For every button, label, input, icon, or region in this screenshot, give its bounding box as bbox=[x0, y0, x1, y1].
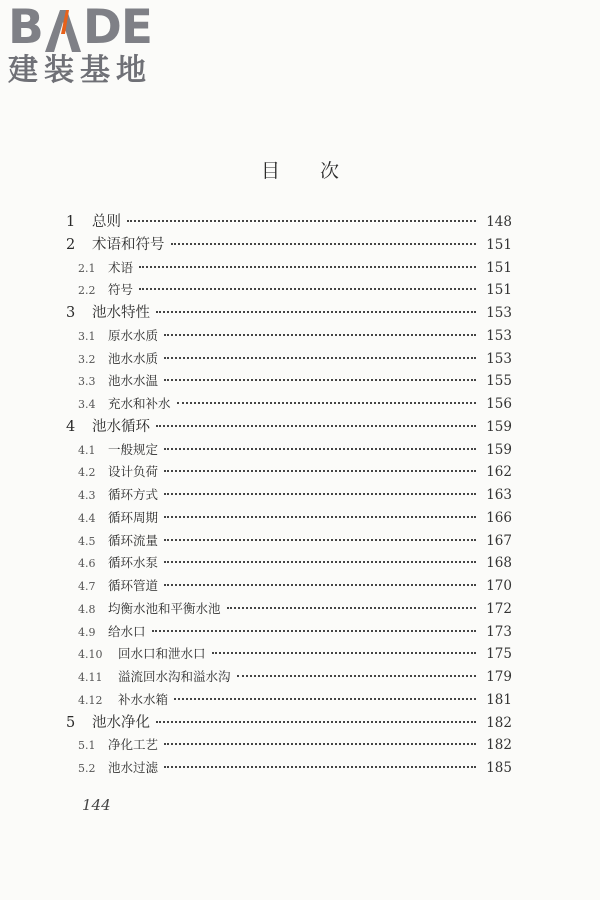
dot-leader bbox=[164, 357, 476, 359]
toc-entry-page: 163 bbox=[486, 487, 512, 503]
toc-entry-page: 173 bbox=[486, 623, 512, 640]
toc-entry-title: 一般规定 bbox=[108, 441, 159, 457]
toc-heading-char-1: 目 bbox=[260, 160, 280, 182]
toc-chapter-row[interactable] bbox=[66, 211, 512, 234]
toc-entry-number: 4.12 bbox=[78, 693, 103, 707]
logo-a-mark bbox=[44, 8, 82, 52]
toc-entry-page: 159 bbox=[486, 418, 512, 435]
toc-entry-title: 循环周期 bbox=[108, 509, 159, 525]
toc-entry-page: 153 bbox=[486, 327, 512, 344]
toc-entry-title: 补水水箱 bbox=[118, 691, 169, 707]
toc-entry-title: 溢流回水沟和溢水沟 bbox=[118, 669, 231, 684]
dot-leader bbox=[156, 311, 476, 313]
page-number: 144 bbox=[82, 796, 111, 814]
dot-leader bbox=[164, 539, 476, 541]
logo-letters-b: B bbox=[8, 0, 43, 55]
toc-section-row[interactable] bbox=[66, 530, 512, 553]
toc-entry-title: 池水过滤 bbox=[108, 760, 159, 775]
table-of-contents bbox=[66, 211, 512, 780]
dot-leader bbox=[237, 675, 476, 677]
toc-entry-page: 151 bbox=[486, 282, 512, 299]
toc-entry-title: 池水特性 bbox=[92, 305, 150, 321]
dot-leader bbox=[164, 448, 476, 450]
toc-section-row[interactable] bbox=[66, 348, 512, 371]
toc-entry-page: 153 bbox=[486, 350, 512, 367]
toc-chapter-row[interactable] bbox=[66, 302, 512, 325]
toc-entry-title: 池水净化 bbox=[92, 714, 150, 731]
toc-heading bbox=[0, 156, 600, 183]
toc-entry-page: 166 bbox=[486, 509, 512, 526]
toc-section-row[interactable] bbox=[66, 393, 512, 416]
toc-entry-number: 2 bbox=[66, 236, 76, 253]
toc-entry-number: 3.1 bbox=[78, 329, 96, 343]
toc-entry-page: 182 bbox=[486, 714, 512, 731]
toc-section-row[interactable] bbox=[66, 461, 512, 484]
toc-entry-number: 4.2 bbox=[78, 466, 96, 480]
logo-subtitle: 建装基地 bbox=[8, 53, 152, 88]
toc-entry-number: 3.3 bbox=[78, 375, 96, 389]
toc-entry-number: 4.11 bbox=[78, 671, 103, 684]
dot-leader bbox=[164, 743, 476, 745]
toc-entry-page: 153 bbox=[486, 305, 512, 321]
toc-section-row[interactable] bbox=[66, 370, 512, 393]
toc-chapter-row[interactable] bbox=[66, 234, 512, 257]
toc-entry-page: 172 bbox=[486, 600, 512, 617]
toc-entry-number: 3.2 bbox=[78, 352, 96, 366]
toc-entry-number: 4 bbox=[66, 418, 76, 435]
toc-entry-title: 术语和符号 bbox=[92, 236, 165, 253]
toc-section-row[interactable] bbox=[66, 643, 512, 666]
toc-entry-title: 设计负荷 bbox=[108, 464, 159, 480]
toc-entry-title: 循环方式 bbox=[108, 487, 159, 502]
toc-entry-page: 155 bbox=[486, 373, 512, 390]
toc-section-row[interactable] bbox=[66, 666, 512, 689]
toc-entry-number: 4.8 bbox=[78, 602, 96, 616]
toc-entry-page: 151 bbox=[486, 236, 512, 253]
toc-entry-number: 5.1 bbox=[78, 739, 96, 753]
toc-section-row[interactable] bbox=[66, 575, 512, 598]
toc-entry-title: 充水和补水 bbox=[108, 396, 171, 411]
dot-leader bbox=[164, 334, 476, 336]
dot-leader bbox=[152, 630, 476, 632]
dot-leader bbox=[164, 561, 476, 563]
dot-leader bbox=[164, 493, 476, 495]
toc-section-row[interactable] bbox=[66, 734, 512, 757]
dot-leader bbox=[171, 243, 477, 245]
toc-section-row[interactable] bbox=[66, 325, 512, 348]
toc-entry-page: 185 bbox=[486, 760, 512, 776]
toc-entry-title: 总则 bbox=[92, 214, 121, 230]
toc-entry-number: 2.1 bbox=[78, 261, 96, 275]
toc-entry-title: 池水水质 bbox=[108, 350, 159, 366]
toc-entry-title: 净化工艺 bbox=[108, 737, 159, 753]
toc-entry-title: 原水水质 bbox=[108, 327, 159, 343]
bade-logo bbox=[8, 0, 183, 90]
toc-section-row[interactable] bbox=[66, 621, 512, 644]
toc-section-row[interactable] bbox=[66, 439, 512, 462]
toc-entry-number: 5.2 bbox=[78, 762, 96, 775]
toc-entry-title: 给水口 bbox=[108, 623, 146, 639]
toc-entry-number: 4.1 bbox=[78, 443, 96, 457]
toc-chapter-row[interactable] bbox=[66, 416, 512, 439]
dot-leader bbox=[164, 766, 476, 768]
dot-leader bbox=[164, 379, 476, 381]
toc-entry-title: 循环流量 bbox=[108, 532, 159, 548]
toc-section-row[interactable] bbox=[66, 279, 512, 302]
toc-section-row[interactable] bbox=[66, 757, 512, 780]
toc-section-row[interactable] bbox=[66, 598, 512, 621]
toc-entry-number: 3 bbox=[66, 305, 76, 321]
dot-leader bbox=[177, 402, 476, 404]
toc-entry-page: 182 bbox=[486, 737, 512, 754]
dot-leader bbox=[164, 584, 476, 586]
toc-entry-number: 4.5 bbox=[78, 534, 96, 548]
toc-entry-title: 均衡水池和平衡水池 bbox=[108, 600, 221, 616]
toc-entry-page: 162 bbox=[486, 464, 512, 481]
toc-entry-number: 1 bbox=[66, 214, 76, 230]
toc-entry-number: 4.9 bbox=[78, 625, 96, 639]
toc-entry-number: 4.6 bbox=[78, 557, 96, 571]
toc-entry-title: 循环管道 bbox=[108, 578, 159, 593]
toc-entry-number: 4.7 bbox=[78, 580, 96, 593]
toc-entry-page: 168 bbox=[486, 555, 512, 572]
toc-entry-page: 151 bbox=[486, 259, 512, 276]
dot-leader bbox=[139, 266, 476, 268]
toc-entry-number: 5 bbox=[66, 714, 76, 731]
toc-entry-page: 181 bbox=[486, 691, 512, 708]
toc-section-row[interactable] bbox=[66, 689, 512, 712]
dot-leader bbox=[227, 607, 476, 609]
toc-entry-number: 4.4 bbox=[78, 511, 96, 525]
toc-entry-title: 循环水泵 bbox=[108, 555, 159, 571]
dot-leader bbox=[127, 220, 476, 222]
toc-entry-number: 4.3 bbox=[78, 489, 96, 502]
dot-leader bbox=[164, 516, 476, 518]
dot-leader bbox=[156, 425, 476, 427]
toc-section-row[interactable] bbox=[66, 552, 512, 575]
toc-heading-char-2: 次 bbox=[320, 160, 340, 182]
toc-entry-title: 回水口和泄水口 bbox=[118, 646, 206, 662]
toc-entry-page: 156 bbox=[486, 396, 512, 412]
dot-leader bbox=[164, 470, 476, 472]
logo-letters-de: DE bbox=[82, 0, 152, 55]
toc-entry-title: 池水水温 bbox=[108, 373, 159, 389]
toc-section-row[interactable] bbox=[66, 507, 512, 530]
toc-entry-page: 175 bbox=[486, 646, 512, 663]
toc-section-row[interactable] bbox=[66, 257, 512, 280]
toc-entry-number: 2.2 bbox=[78, 284, 96, 298]
toc-entry-title: 池水循环 bbox=[92, 418, 150, 435]
toc-entry-page: 159 bbox=[486, 441, 512, 458]
toc-entry-title: 符号 bbox=[108, 282, 134, 298]
toc-entry-number: 3.4 bbox=[78, 398, 96, 411]
toc-entry-page: 170 bbox=[486, 578, 512, 594]
toc-section-row[interactable] bbox=[66, 484, 512, 507]
toc-entry-page: 148 bbox=[486, 214, 512, 230]
toc-chapter-row[interactable] bbox=[66, 712, 512, 735]
toc-entry-page: 179 bbox=[486, 669, 512, 685]
dot-leader bbox=[139, 288, 476, 290]
dot-leader bbox=[174, 698, 476, 700]
dot-leader bbox=[212, 652, 476, 654]
toc-entry-page: 167 bbox=[486, 532, 512, 549]
toc-entry-title: 术语 bbox=[108, 259, 134, 275]
dot-leader bbox=[156, 721, 476, 723]
toc-entry-number: 4.10 bbox=[78, 648, 103, 662]
